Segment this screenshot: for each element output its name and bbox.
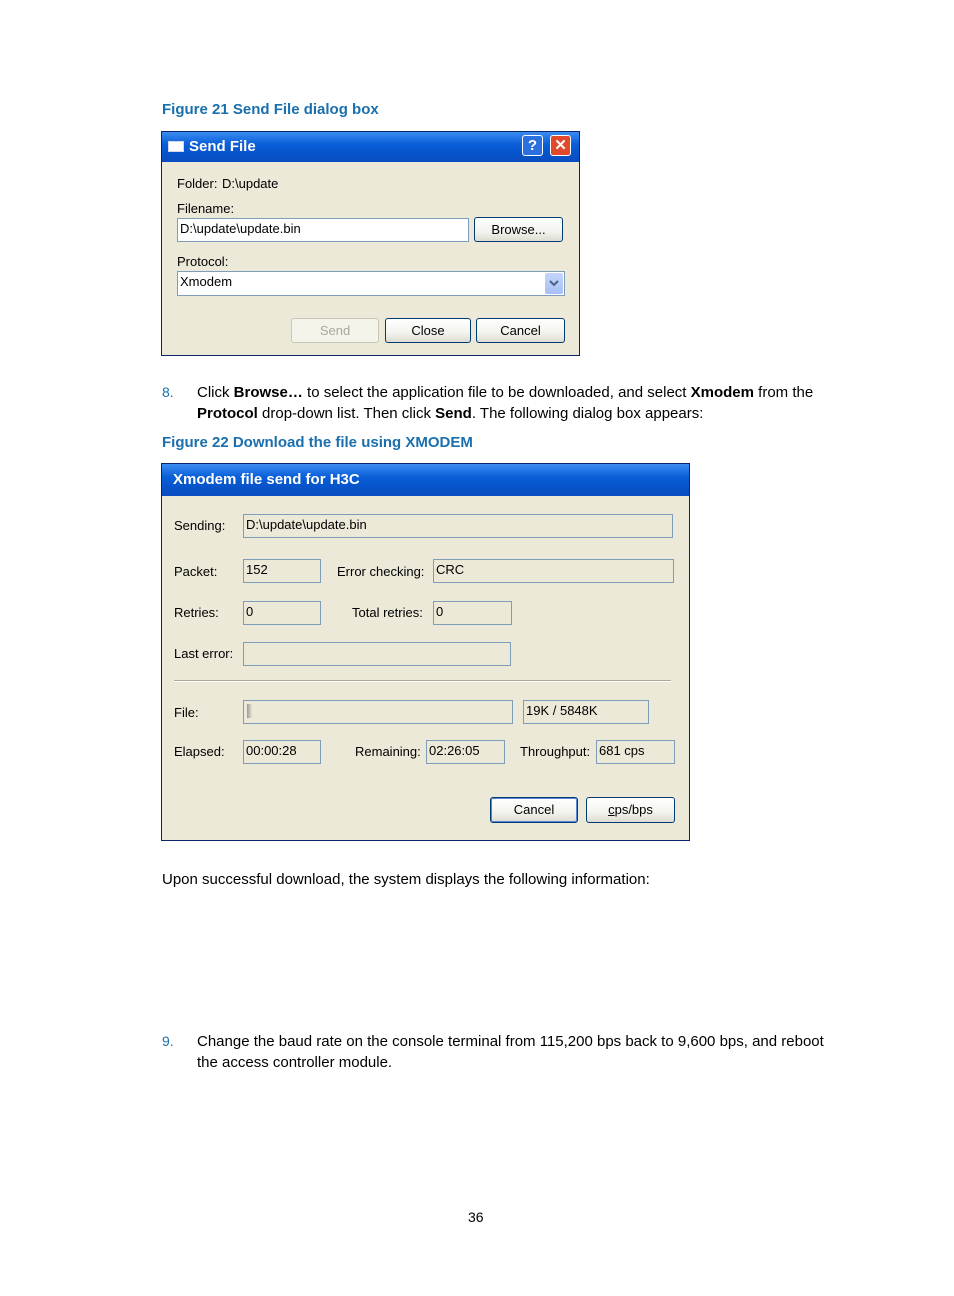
throughput-field: 681 cps <box>596 740 675 764</box>
step-8-t2: to select the application file to be downloaded, and select <box>302 384 691 401</box>
xmodem-cancel-button[interactable]: Cancel <box>490 797 578 823</box>
step-8-t1: Click <box>197 384 234 401</box>
protocol-label: Protocol: <box>177 254 229 269</box>
xmodem-titlebar <box>162 464 689 496</box>
xmodem-title: Xmodem file send for H3C <box>173 471 360 488</box>
folder-label: Folder: <box>177 176 218 191</box>
retries-field: 0 <box>243 601 321 625</box>
step-8-text <box>197 382 897 424</box>
browse-button[interactable]: Browse... <box>474 217 563 242</box>
step-9-line2: the access controller module. <box>197 1054 393 1071</box>
filename-input[interactable]: D:\update\update.bin <box>177 218 469 242</box>
file-progress-fill <box>247 704 252 718</box>
window-icon <box>168 141 184 152</box>
last-error-field <box>243 642 511 666</box>
step-8-protocol: Protocol <box>197 405 258 422</box>
xmodem-dialog <box>161 463 690 841</box>
retries-label: Retries: <box>174 605 219 620</box>
total-retries-field: 0 <box>433 601 512 625</box>
send-file-titlebar <box>162 132 579 162</box>
folder-value: D:\update <box>222 176 279 191</box>
last-error-label: Last error: <box>174 646 234 661</box>
packet-field: 152 <box>243 559 321 583</box>
packet-label: Packet: <box>174 564 218 579</box>
protocol-value: Xmodem <box>180 274 233 289</box>
step-8-xmodem: Xmodem <box>690 384 754 401</box>
file-label: File: <box>174 705 199 720</box>
cps-bps-button[interactable] <box>586 797 675 823</box>
figure-22-caption: Figure 22 Download the file using XMODEM <box>162 434 473 451</box>
throughput-label: Throughput: <box>520 744 591 759</box>
figure-21-caption: Figure 21 Send File dialog box <box>162 101 379 118</box>
close-button[interactable]: Close <box>385 318 471 343</box>
chevron-down-icon[interactable] <box>545 273 563 294</box>
separator <box>174 680 671 682</box>
filename-label: Filename: <box>177 201 235 216</box>
sending-field: D:\update\update.bin <box>243 514 673 538</box>
error-checking-label: Error checking: <box>337 564 425 579</box>
elapsed-label: Elapsed: <box>174 744 225 759</box>
step-8-t4: drop-down list. Then click <box>257 405 436 422</box>
total-retries-label: Total retries: <box>352 605 423 620</box>
page-number: 36 <box>468 1209 484 1225</box>
help-button[interactable]: ? <box>522 135 543 156</box>
step-9-text <box>197 1031 897 1073</box>
send-button[interactable]: Send <box>291 318 379 343</box>
send-file-title: Send File <box>189 138 256 155</box>
file-size-field: 19K / 5848K <box>523 700 649 724</box>
remaining-label: Remaining: <box>355 744 421 759</box>
step-8-send: Send <box>435 405 472 422</box>
success-paragraph: Upon successful download, the system displays the following information: <box>162 871 650 888</box>
step-8-number: 8. <box>162 384 174 400</box>
send-file-dialog <box>161 131 580 356</box>
step-8-browse: Browse… <box>233 384 303 401</box>
step-8-t3: from the <box>753 384 814 401</box>
elapsed-field: 00:00:28 <box>243 740 321 764</box>
cancel-button[interactable]: Cancel <box>476 318 565 343</box>
sending-label: Sending: <box>174 518 226 533</box>
step-9-line1: Change the baud rate on the console terminal from 115,200 bps back to 9,600 bps, and reboot <box>197 1033 824 1050</box>
file-progress-bar <box>243 700 513 724</box>
cps-bps-label: ps/bps <box>614 802 653 817</box>
step-9-number: 9. <box>162 1033 174 1049</box>
close-icon[interactable]: ✕ <box>550 135 571 156</box>
step-8-t5: . The following dialog box appears: <box>471 405 704 422</box>
error-checking-field: CRC <box>433 559 674 583</box>
remaining-field: 02:26:05 <box>426 740 505 764</box>
cps-bps-mnemonic: c <box>608 802 615 817</box>
protocol-select[interactable] <box>177 271 565 296</box>
